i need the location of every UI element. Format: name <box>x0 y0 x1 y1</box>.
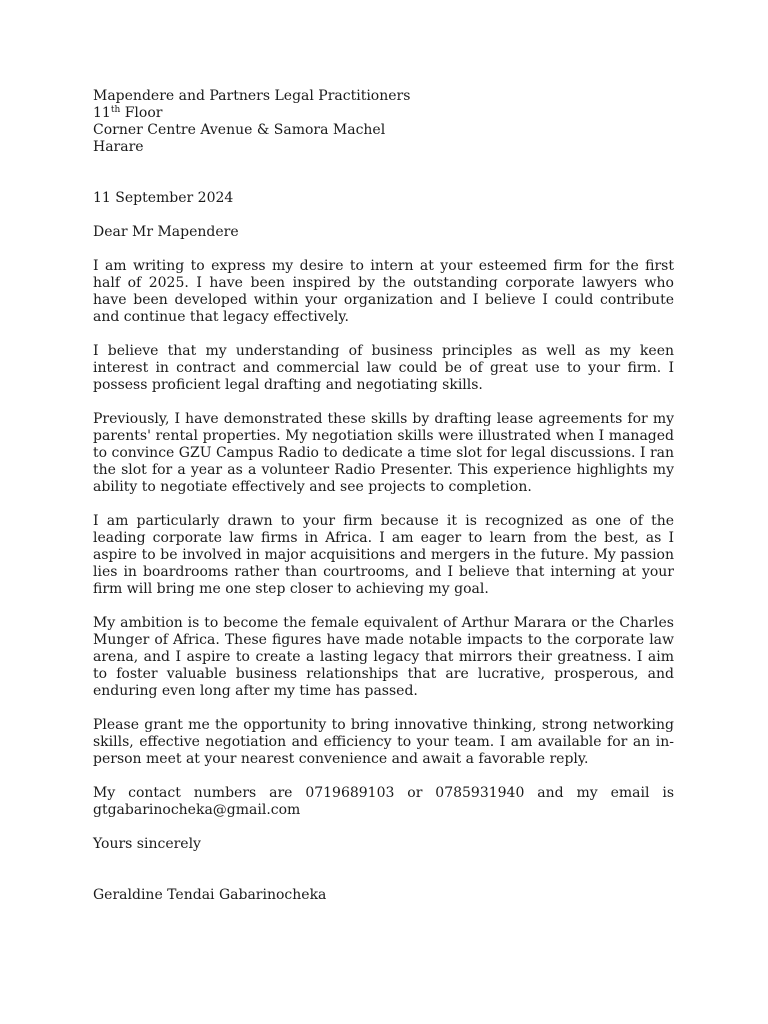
spacer <box>93 156 674 190</box>
recipient-firm-name: Mapendere and Partners Legal Practitioners <box>93 88 411 104</box>
body-paragraph-3: Previously, I have demonstrated these skills by drafting lease agreements for my parents' rental properties. My negotiation skills were illustrated when I managed to convince GZU Campus Radio to dedicate a time slot for legal discussions. I ran the slot for a year as a volunteer Radio Presenter. This experience highlights my ability to negotiate effectively and see projects to completion. <box>93 411 674 495</box>
salutation: Dear Mr Mapendere <box>93 224 239 240</box>
recipient-street: Corner Centre Avenue & Samora Machel <box>93 122 386 138</box>
floor-number: 11 <box>93 105 111 121</box>
recipient-city: Harare <box>93 139 144 155</box>
floor-ordinal-suffix: th <box>110 105 121 115</box>
letter-date: 11 September 2024 <box>93 190 234 206</box>
body-paragraph-2: I believe that my understanding of business principles as well as my keen interest in contract and commercial law could be of great use to your firm. I possess proficient legal drafting and negotiating skills. <box>93 343 674 393</box>
recipient-address <box>93 88 674 156</box>
letter-page <box>93 88 674 904</box>
body-paragraph-4: I am particularly drawn to your firm because it is recognized as one of the leading corporate law firms in Africa. I am eager to learn from the best, as I aspire to be involved in major acquisitions and mergers in the future. My passion lies in boardrooms rather than courtrooms, and I believe that interning at your firm will bring me one step closer to achieving my goal. <box>93 513 674 597</box>
floor-word: Floor <box>120 105 163 121</box>
body-paragraph-contact: My contact numbers are 0719689103 or 0785931940 and my email is gtgabarinocheka@gmail.com <box>93 785 674 818</box>
recipient-floor <box>93 105 674 122</box>
body-paragraph-6: Please grant me the opportunity to bring innovative thinking, strong networking skills, effective negotiation and efficiency to your team. I am available for an in-person meet at your nearest convenience and await a favorable reply. <box>93 717 674 767</box>
body-paragraph-5: My ambition is to become the female equivalent of Arthur Marara or the Charles Munger of Africa. These figures have made notable impacts to the corporate law arena, and I aspire to create a lasting legacy that mirrors their greatness. I aim to foster valuable business relationships that are lucrative, prosperous, and enduring even long after my time has passed. <box>93 615 674 699</box>
signature-name: Geraldine Tendai Gabarinocheka <box>93 887 327 903</box>
body-paragraph-1: I am writing to express my desire to intern at your esteemed firm for the first half of 2025. I have been inspired by the outstanding corporate lawyers who have been developed within your organization and I believe I could contribute and continue that legacy effectively. <box>93 258 674 325</box>
closing: Yours sincerely <box>93 836 201 852</box>
